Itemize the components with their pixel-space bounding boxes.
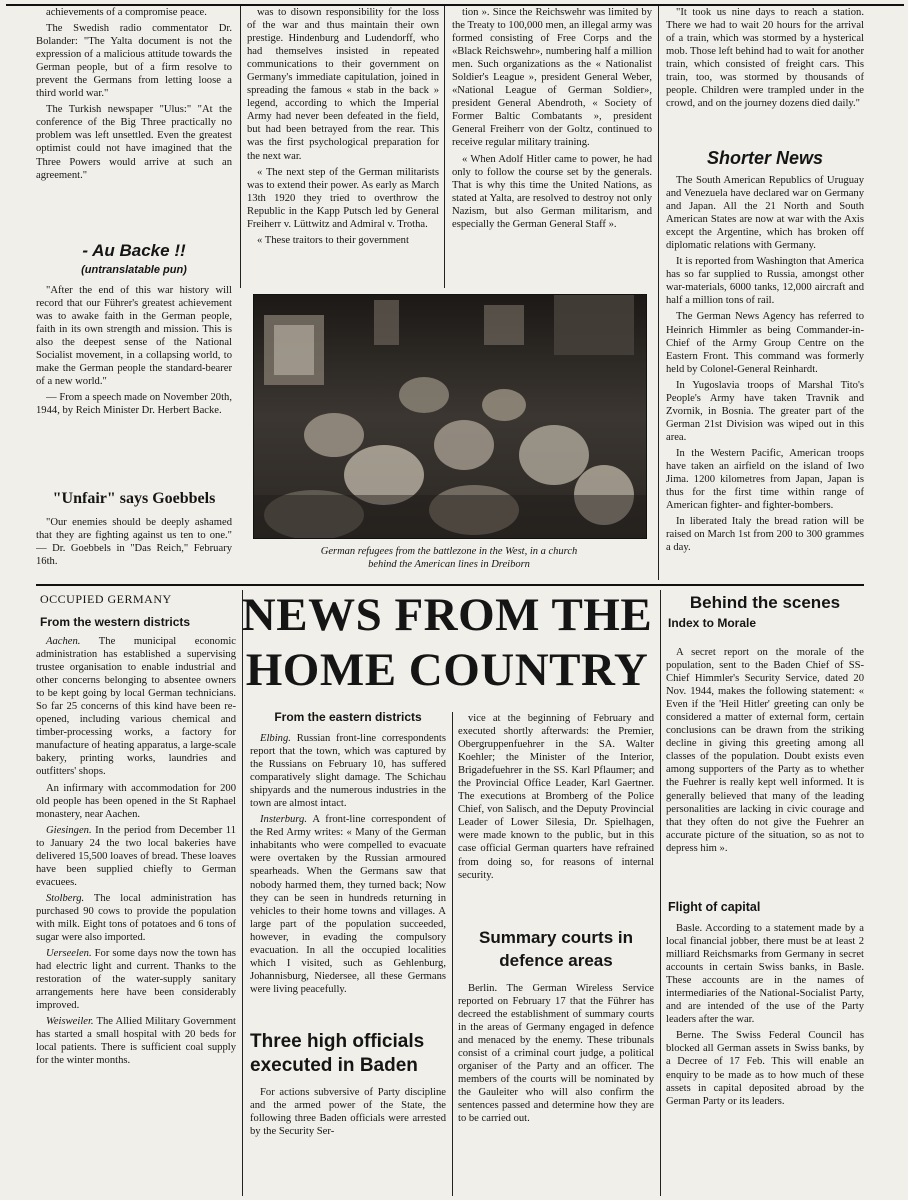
behind-scenes-paragraph: A secret report on the morale of the population, sent to the Baden Chief of SS-Chief Himmler's Security Service, dated 20 Nov. 1944, makes the following statement: « Even if the 'Heil Hitler' greeting can only be considered a matter of external form, certain conclusions can be drawn from the striking decline in giving this greeting among all classes of the population. Doubt exists even among supporters of the Party as to whether the Fuehrer is really kept well informed. It is generally believed that many of the leading personalities are lacking in civic courage and that they often do not give the Fuehrer an accurate picture of the situation, so as not to depress him ».	[666, 647, 864, 854]
column-rule	[658, 6, 659, 580]
item-text: The local administration has purchased 90 cows to provide the population with milk. Eight tons of potatoes and 6 tons of sugar were also imported.	[36, 892, 236, 944]
top-left-text	[36, 6, 232, 182]
top-mid-column	[247, 6, 439, 288]
occupied-germany-section	[36, 592, 236, 1196]
unfair-text	[36, 516, 232, 568]
item-text: An infirmary with accommodation for 200 old people has been opened in the St Raphael monastery, near Aachen.	[36, 782, 236, 820]
shorter-news-title: Shorter News	[706, 148, 824, 168]
behind-scenes-title: Behind the scenes	[689, 593, 841, 612]
shorter-news-text	[666, 174, 864, 554]
top-left-paragraph: The Swedish radio commentator Dr. Bolander: "The Yalta document is not the expression of a malicious attitude towards the German people, but of a firm resolve to prevent the Germans from letting loose a third world war."	[36, 23, 232, 100]
summary-courts-paragraph: Berlin. The German Wireless Service reported on February 17 that the Führer has decreed the establishment of summary courts in the areas of Germany engaged in defence and menaced by the enemy. These tribunals consist of a criminal court judge, a political organiser of the Party and an officer. The members of the courts will be nominated by the Gauleiter who will also confirm the sentences passed and determine how they are to be carried out.	[458, 983, 654, 1125]
top-left-paragraph: The Turkish newspaper "Ulus:" "At the conference of the Big Three practically no problem was left unsettled. Even the greatest optimist could not have imagined that the Three Powers would arrive at such an agreement."	[36, 104, 232, 181]
three-officials-title-2: executed in Baden	[250, 1055, 418, 1076]
place-name: Weisweiler.	[46, 1016, 94, 1028]
shorter-news-section	[666, 146, 864, 586]
place-name: Aachen.	[46, 636, 81, 647]
photo-caption	[253, 545, 645, 571]
column-rule	[444, 6, 445, 288]
summary-courts-title-2: defence areas	[499, 951, 613, 970]
top-left-paragraph: achievements of a compromise peace.	[46, 7, 207, 18]
shorter-news-paragraph: It is reported from Washington that America has so far supplied to Russia, amongst other war-materials, 6000 tanks, 12,000 aircraft and half a million tons of rail.	[666, 256, 864, 307]
unfair-title: "Unfair" says Goebbels	[52, 490, 216, 507]
occupied-item	[36, 824, 236, 889]
eastern-districts-section	[250, 710, 446, 1020]
top-mid2-column	[452, 6, 652, 288]
shorter-news-paragraph: In liberated Italy the bread ration will be raised on March 1st from 200 to 300 grammes a day.	[666, 516, 864, 554]
au-backe-paragraph: — From a speech made on November 20th, 1944, by Reich Minister Dr. Herbert Backe.	[36, 392, 232, 417]
top-mid2-paragraph: tion ». Since the Reichswehr was limited by the Treaty to 100,000 men, an illegal army was formed consisting of Free Corps and the «Black Reichswehr», numbering half a million men. Such organizations as the « Nationalist Soldier's League », president General Weber, «National League of German Soldier», president General Abendroth, « Society of Former Baltic Combatants », president General Freiherr von der Goltz, continued to receive regular military training.	[452, 7, 652, 149]
behind-scenes-text	[666, 646, 864, 855]
flight-capital-title: Flight of capital	[668, 900, 761, 914]
shorter-news-paragraph: The South American Republics of Uruguay and Venezuela have declared war on Germany and Japan. All the 21 North and South American States are now at war with the Axis except the Argentine, which has broken off diplomatic relations with Germany.	[666, 175, 864, 252]
au-backe-paragraph: "After the end of this war history will record that our Führer's greatest achievement was to awake faith in the German people, faith in its own strength and mission. This is also the deepest sense of the National Socialist movement, in a collapsing world, to make the German people the standard-bearer of a new world."	[36, 285, 232, 388]
au-backe-section	[36, 240, 232, 488]
unfair-paragraph: "Our enemies should be deeply ashamed that they are fighting against us ten to one." — Dr. Goebbels in "Das Reich," February 16th.	[36, 517, 232, 568]
western-districts-heading: From the western districts	[40, 615, 191, 629]
au-backe-text	[36, 284, 232, 417]
summary-courts-title	[458, 926, 654, 972]
summary-courts-section	[458, 926, 654, 1196]
eastern-districts-text	[250, 732, 446, 996]
occupied-item	[36, 635, 236, 779]
item-text: The Allied Military Government has started a small hospital with 20 beds for local patients. There is sufficient coal supply for the winter months.	[36, 1016, 236, 1067]
three-officials-paragraph: For actions subversive of Party discipline and the armed power of the State, the following three Baden officials were arrested by the Security Ser-	[250, 1087, 446, 1138]
place-name: Giesingen.	[46, 824, 92, 836]
refugees-photo	[253, 294, 647, 539]
three-officials-title	[250, 1030, 446, 1078]
au-backe-title: - Au Backe !!	[82, 241, 186, 260]
church-interior-image	[254, 295, 646, 538]
place-name: Insterburg.	[260, 814, 307, 826]
occupied-item	[36, 947, 236, 1012]
shorter-news-paragraph: The German News Agency has referred to Heinrich Himmler as being Commander-in-Chief of the Army Group Centre on the Eastern Front. This command was formerly held by Colonel-General Reinhardt.	[666, 311, 864, 375]
top-mid-paragraph: « The next step of the German militarists was to extend their power. As early as March 13th 1920 they tried to overthrow the Republic in the Kapp Putsch led by General Freiherr v. Lüttwitz and Admiral v. Trotha.	[247, 166, 439, 230]
item-text: The municipal economic administration has established a supervising trustee organisation to enable industrial and other concerns belonging to absentee owners to be kept going by local German technicians. So far 25 concerns of this kind have been re-opened, including various chemical and timber-processing works, a factory for manufacture of heating apparatus, a large-scale bakery, printing works, laundries and outfitters' shops.	[36, 636, 236, 778]
eastern-districts-heading: From the eastern districts	[274, 710, 422, 724]
occupied-item	[36, 782, 236, 821]
shorter-news-paragraph: In the Western Pacific, American troops have taken an airfield on the island of Iwo Jima. 1200 kilometres from Japan, Japan is thus for the first time within range of American fighter- and fighter-bombers.	[666, 447, 864, 512]
main-title-line-1: NEWS FROM THE	[241, 589, 653, 641]
top-mid-paragraph: was to disown responsibility for the loss of the war and thus maintain their own prestige. Hindenburg and Ludendorff, who had themselves insisted in repeated communications to their government on Germany's immediate capitulation, joined in spreading the famous « stab in the back » legend, according to which the Imperial Army had never been defeated in the field, but had been betrayed from the rear. This was the first psychological preparation for the next war.	[247, 7, 439, 162]
au-backe-subtitle: (untranslatable pun)	[81, 264, 187, 276]
shorter-news-paragraph: In Yugoslavia troops of Marshal Tito's People's Army have taken Travnik and Zvornik, in Bosnia. The greater part of the German 21st Division was wiped out in this area.	[666, 379, 864, 443]
top-mid2-paragraph: « When Adolf Hitler came to power, he had only to follow the course set by the generals. That is why this time the United Nations, as stated at Yalta, are resolved to destroy not only Nazism, but also German militarism, and especially the German General Staff ».	[452, 153, 652, 230]
eastern-item	[250, 813, 446, 996]
caption-line-1: German refugees from the battlezone in the West, in a church	[320, 546, 578, 557]
place-name: Elbing.	[260, 733, 291, 744]
behind-scenes-subtitle: Index to Morale	[668, 616, 757, 630]
flight-capital-paragraph: Berne. The Swiss Federal Council has blocked all German assets in Swiss banks, by a Decree of 17 Feb. This will enable an enquiry to be made as to how much of these assets in capital deposited abroad by the German Party or its leaders.	[666, 1030, 864, 1107]
eastern-cont-paragraph: vice at the beginning of February and executed shortly afterwards: the Premier, Obergruppenfuehrer in the SA. Walter Koehler; the Minister of the Interior, Brigadefuehrer in the SS. Karl Pflaumer; and the Provincial Office Leader, Karl Gaertner. The executions at Bromberg of the Police Chief, von Salisch, and the Deputy Provincial Leader of Lower Silesia, Dr. Spielhagen, were made known to the public, but in this case official German quarters have refrained from doing so, for reasons of internal security.	[458, 713, 654, 881]
main-title-line-2: HOME COUNTRY	[245, 644, 649, 696]
top-left-column	[36, 6, 232, 236]
main-title	[238, 588, 656, 698]
place-name: Stolberg.	[46, 892, 85, 904]
summary-courts-title-1: Summary courts in	[479, 928, 633, 947]
top-right-paragraph: "It took us nine days to reach a station. There we had to wait 20 hours for the arrival of a train, which was stormed by a hysterical mob. Those left behind had to wait for another train, which consisted of freight cars. This train, too, was stormed by thousands of people. Children were trampled under in the crowd, and on the journey dozens died daily."	[666, 7, 864, 110]
column-rule	[452, 712, 453, 1196]
item-text: In the period from December 11 to January 24 the two local bakeries have delivered 15,500 loaves of bread. These loaves have been supplied chiefly to German evacuees.	[36, 824, 236, 888]
column-rule	[240, 6, 241, 288]
three-officials-text	[250, 1086, 446, 1138]
three-officials-title-1: Three high officials	[250, 1031, 425, 1052]
top-mid-paragraph: « These traitors to their government	[257, 234, 409, 246]
occupied-kicker: OCCUPIED GERMANY	[40, 592, 172, 606]
behind-scenes-section	[666, 592, 864, 892]
item-text: For some days now the town has had electric light and current. Thanks to the restoration of the water-supply sanitary arrangements here have been considerably improved.	[36, 948, 236, 1012]
eastern-cont-column	[458, 712, 654, 902]
top-right-column	[666, 6, 864, 140]
caption-line-2: behind the American lines in Dreiborn	[368, 559, 530, 570]
item-text: A front-line correspondent of the Red Army writes: « Many of the German inhabitants who were compelled to evacuate were overtaken by the Russian armoured spearheads. When the Germans saw that nobody harmed them, they turned back; Now they can be seen in hundreds returning in vehicles to their home towns and villages. A large part of the population succeeded, however, in evading the compulsory evacuation. In all the occupied localities which I visited, such as Gehlenburg, Johannisburg, Niedersee, all these Germans were living peacefully.	[250, 814, 446, 995]
flight-capital-paragraph: Basle. According to a statement made by a local financial jobber, there must be at least 2 milliard Reichsmarks from Germany in secret accounts in certain Swiss banks, in Basle. These accounts are in the names of intermediaries of the National-Socialist Party, and are intended of the use of the Party leaders after the war.	[666, 923, 864, 1026]
western-districts-text	[36, 635, 236, 1068]
unfair-section	[36, 488, 232, 588]
column-rule	[660, 590, 661, 1196]
flight-capital-text	[666, 922, 864, 1108]
section-rule	[36, 584, 864, 586]
three-officials-section	[250, 1030, 446, 1196]
flight-capital-section	[666, 900, 864, 1196]
eastern-item	[250, 732, 446, 810]
place-name: Uerseelen.	[46, 948, 92, 960]
occupied-item	[36, 892, 236, 944]
item-text: Russian front-line correspondents report that the town, which was captured by the Russians on February 10, has suffered comparatively slight damage. The Schichau shipyards and the numerous industries in the town are almost intact.	[250, 733, 446, 810]
occupied-item	[36, 1015, 236, 1067]
summary-courts-text	[458, 982, 654, 1126]
